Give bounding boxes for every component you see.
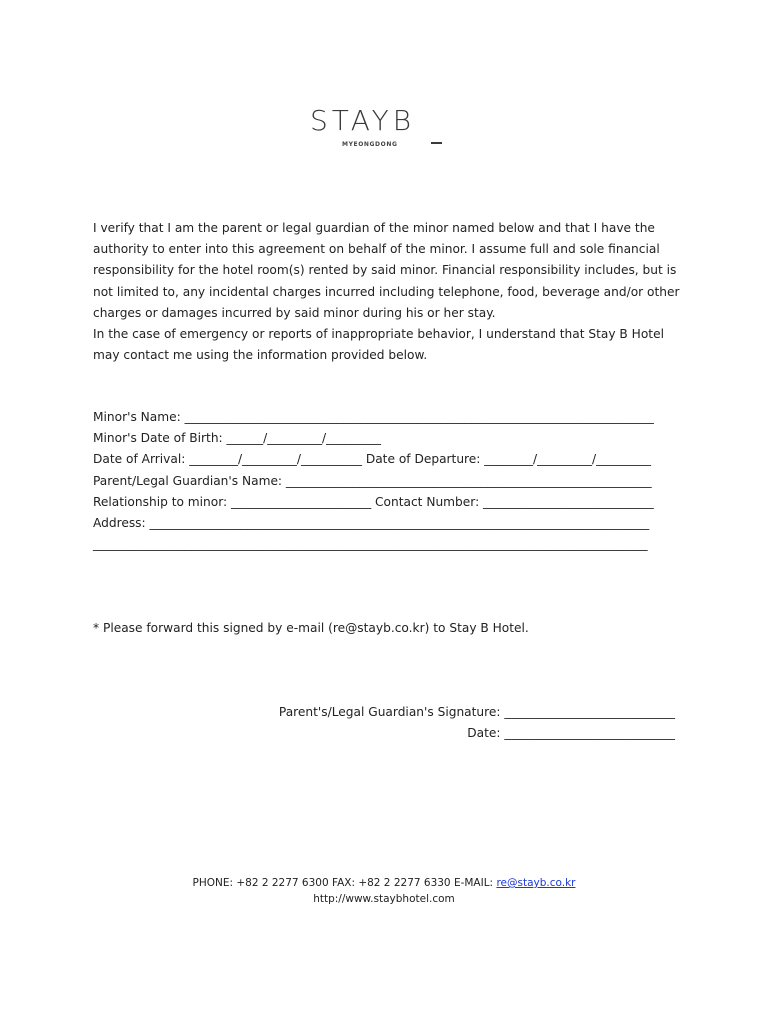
address-field: Address: __________________________________________________________________________________ [93,515,650,530]
minor-birth-date-field: Minor's Date of Birth: ______/_________/_________ [93,431,381,446]
agreement-paragraph-responsibility: I verify that I am the parent or legal guardian of the minor named below and that I have the authority to enter into this agreement on behalf of the minor. I assume full and sole financial responsibility for the hotel room(s) rented by said minor. Financial responsibility includes, but is not limited to, any incidental charges incurred including telephone, food, beverage and/or other charges or damages incurred by said minor during his or her stay. [93,221,680,320]
footer-contact [0,876,768,907]
logo-location: MYEONGDONG [342,141,398,148]
footer-contact-line [0,876,768,892]
signature-block [279,702,675,744]
guardian-name-field: Parent/Legal Guardian's Name: ____________________________________________________________ [93,473,652,488]
address-field-continued: ___________________________________________________________________________________________ [93,537,648,552]
logo-wordmark: STAYB [310,104,416,137]
relationship-contact-field: Relationship to minor: _______________________ Contact Number: ____________________________ [93,494,654,509]
footer-website: http://www.staybhotel.com [313,892,455,905]
footer-phone-fax: PHONE: +82 2 2277 6300 FAX: +82 2 2277 6330 E-MAIL: [192,877,497,889]
guardian-signature-line: Parent's/Legal Guardian's Signature: ____________________________ [278,705,675,719]
agreement-text [93,218,683,366]
logo-underline [431,142,442,144]
arrival-departure-field: Date of Arrival: ________/_________/__________ Date of Departure: ________/_________/_________ [93,452,651,467]
minor-name-field: Minor's Name: _____________________________________________________________________________ [93,410,654,424]
guardian-form-fields [93,407,683,555]
email-forward-note: * Please forward this signed by e-mail (re@stayb.co.kr) to Stay B Hotel. [93,621,529,635]
agreement-paragraph-emergency: In the case of emergency or reports of inappropriate behavior, I understand that Stay B Hotel may contact me using the information provided below. [93,327,664,363]
signature-date-line: Date: ____________________________ [467,726,675,741]
footer-email-link[interactable]: re@stayb.co.kr [496,877,576,889]
hotel-logo [310,104,458,152]
